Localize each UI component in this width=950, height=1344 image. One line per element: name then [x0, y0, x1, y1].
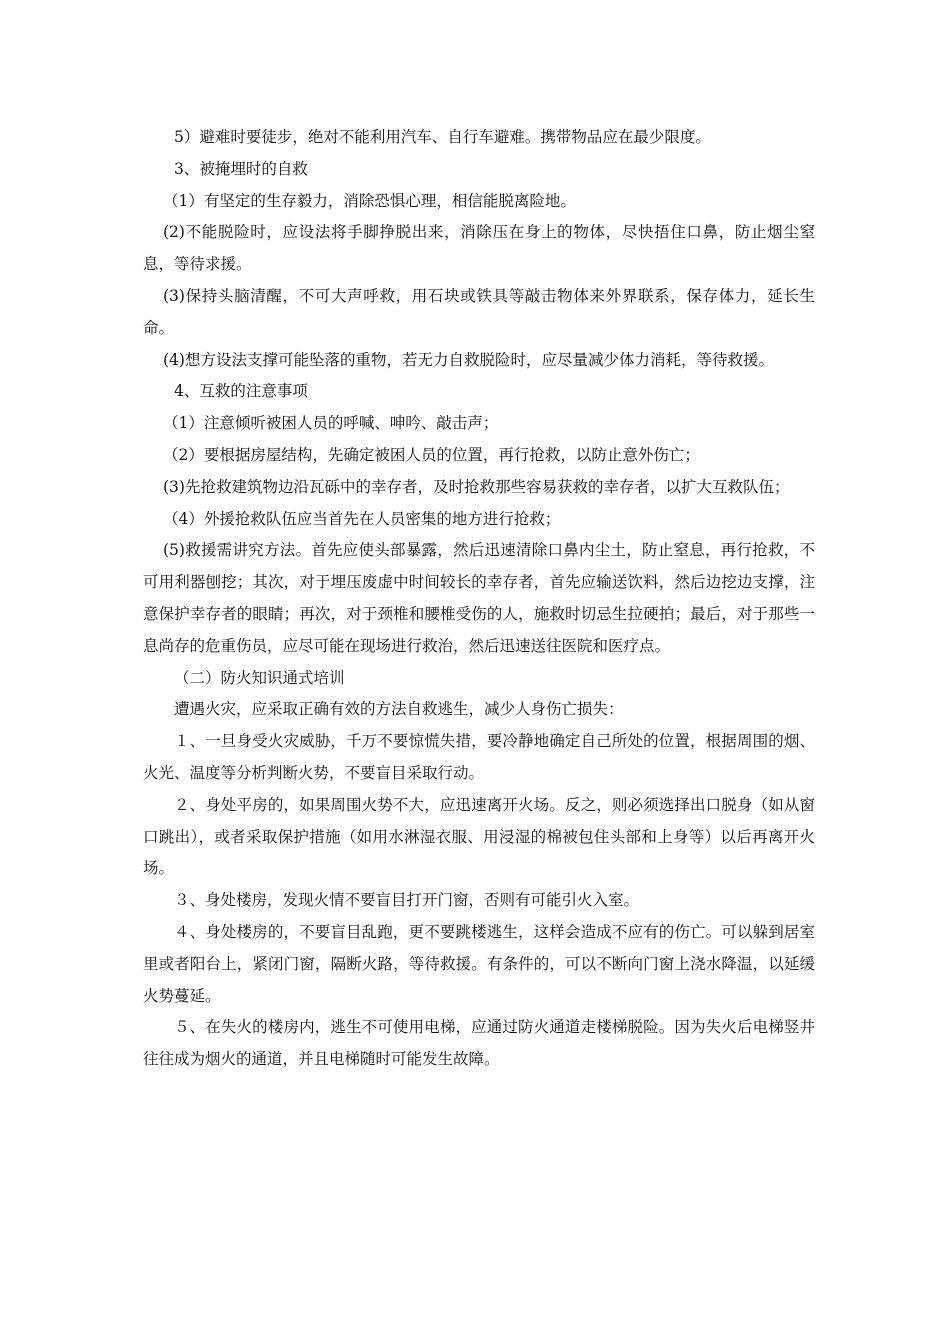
paragraph-fire-2: ２、身处平房的，如果周围火势不大，应迅速离开火场。反之，则必须选择出口脱身（如从窗口跳出），或者采取保护措施（如用水淋湿衣服、用浸湿的棉被包住头部和上身等）以后再离开火场。 — [143, 795, 815, 878]
paragraph-mutual-2: （2）要根据房屋结构，先确定被困人员的位置，再行抢救，以防止意外伤亡； — [163, 445, 700, 464]
heading-mutual-rescue: 4、互救的注意事项 — [174, 382, 308, 401]
paragraph-evacuate-on-foot: 5）避难时要徒步，绝对不能利用汽车、自行车避难。携带物品应在最少限度。 — [174, 128, 711, 146]
paragraph-buried-3: (3)保持头脑清醒，不可大声呼救，用石块或铁具等敲击物体来外界联系，保存体力，延长生命。 — [143, 286, 815, 337]
paragraph-fire-1: １、一旦身受火灾威胁，千万不要惊慌失措，要冷静地确定自己所处的位置，根据周围的烟、火光、温度等分析判断火势，不要盲目采取行动。 — [143, 732, 815, 782]
paragraph-mutual-5: (5)救援需讲究方法。首先应使头部暴露，然后迅速清除口鼻内尘土，防止窒息，再行抢救，不可用利器刨挖；其次，对于埋压废虚中时间较长的幸存者，首先应输送饮料，然后边挖边支撑，注意保护幸存者的眼睛；再次，对于颈椎和腰椎受伤的人，施救时切忌生拉硬拍；最后，对于那些一息尚存的危重伤员，应尽可能在现场进行救治，然后迅速送往医院和医疗点。 — [143, 541, 815, 655]
paragraph-mutual-4: （4）外援抢救队伍应当首先在人员密集的地方进行抢救； — [163, 509, 561, 528]
heading-self-rescue-when-buried: 3、被掩埋时的自救 — [174, 159, 308, 178]
paragraph-fire-3: ３、身处楼房，发现火情不要盲目打开门窗，否则有可能引火入室。 — [174, 891, 640, 910]
paragraph-fire-4: ４、身处楼房的，不要盲目乱跑，更不要跳楼逃生，这样会造成不应有的伤亡。可以躲到居室里或者阳台上，紧闭门窗，隔断火路，等待救援。有条件的，可以不断向门窗上浇水降温，以延缓火势蔓延。 — [143, 922, 815, 1005]
heading-fire-training: （二）防火知识通式培训 — [174, 668, 345, 687]
paragraph-fire-intro: 遭遇火灾，应采取正确有效的方法自救逃生，减少人身伤亡损失： — [174, 700, 624, 719]
paragraph-buried-1: （1）有坚定的生存毅力，消除恐惧心理，相信能脱离险地。 — [163, 191, 576, 210]
paragraph-mutual-3: (3)先抢救建筑物边沿瓦砾中的幸存者，及时抢救那些容易获救的幸存者，以扩大互救队伍； — [163, 477, 790, 496]
paragraph-buried-2: (2)不能脱险时，应设法将手脚挣脱出来，消除压在身上的物体，尽快捂住口鼻，防止烟尘窒息，等待求援。 — [143, 223, 815, 274]
paragraph-fire-5: ５、在失火的楼房内，逃生不可使用电梯，应通过防火通道走楼梯脱险。因为失火后电梯竖井往往成为烟火的通道，并且电梯随时可能发生故障。 — [143, 1018, 815, 1069]
paragraph-buried-4: (4)想方设法支撑可能坠落的重物，若无力自救脱险时，应尽量减少体力消耗，等待救援。 — [163, 350, 774, 369]
document-body — [143, 122, 815, 1076]
paragraph-mutual-1: （1）注意倾听被困人员的呼喊、呻吟、敲击声； — [163, 414, 499, 433]
